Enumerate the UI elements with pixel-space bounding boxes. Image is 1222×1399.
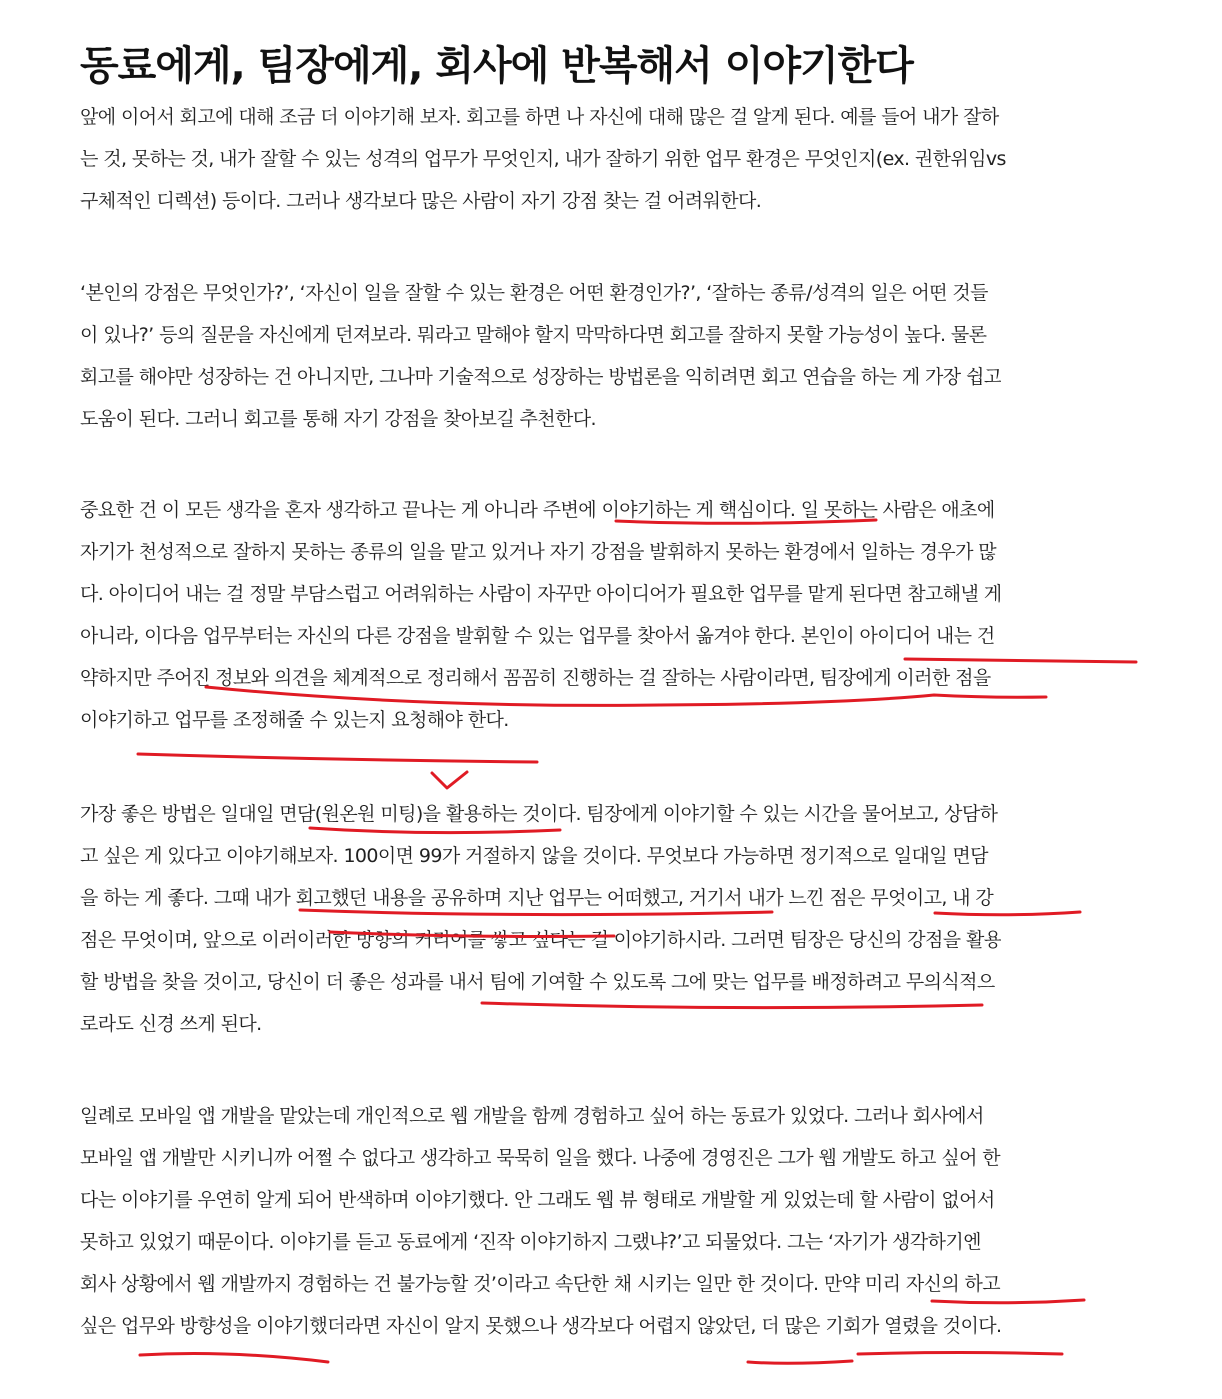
text-line: 앞에 이어서 회고에 대해 조금 더 이야기해 보자. 회고를 하면 나 자신에 대해 많은 걸 알게 된다. 예를 들어 내가 잘하 <box>80 106 999 128</box>
text-line: 가장 좋은 방법은 일대일 면담(원온원 미팅)을 활용하는 것이다. 팀장에게 이야기할 수 있는 시간을 물어보고, 상담하 <box>80 803 998 825</box>
text-line: 중요한 건 이 모든 생각을 혼자 생각하고 끝나는 게 아니라 주변에 이야기하는 게 핵심이다. 일 못하는 사람은 애초에 <box>80 499 995 521</box>
text-line: 일례로 모바일 앱 개발을 맡았는데 개인적으로 웹 개발을 함께 경험하고 싶어 하는 동료가 있었다. 그러나 회사에서 <box>80 1105 984 1127</box>
red-underline <box>138 754 537 762</box>
red-checkmark <box>432 772 467 788</box>
text-line: 할 방법을 찾을 것이고, 당신이 더 좋은 성과를 내서 팀에 기여할 수 있도록 그에 맞는 업무를 배정하려고 무의식적으 <box>80 971 995 993</box>
paragraph-4 <box>80 793 1001 1045</box>
paragraph-5 <box>80 1095 1001 1347</box>
red-underline <box>140 1354 328 1362</box>
text-line: 모바일 앱 개발만 시키니까 어쩔 수 없다고 생각하고 묵묵히 일을 했다. 나중에 경영진은 그가 웹 개발도 하고 싶어 한 <box>80 1147 1001 1169</box>
text-line: 이 있나?’ 등의 질문을 자신에게 던져보라. 뭐라고 말해야 할지 막막하다면 회고를 잘하지 못할 가능성이 높다. 물론 <box>80 324 987 346</box>
page-title: 동료에게, 팀장에게, 회사에 반복해서 이야기한다 <box>80 43 913 89</box>
text-line: 점은 무엇이며, 앞으로 이러이러한 방향의 커리어를 쌓고 싶다는 걸 이야기하시라. 그러면 팀장은 당신의 강점을 활용 <box>80 929 1002 951</box>
text-line: 자기가 천성적으로 잘하지 못하는 종류의 일을 맡고 있거나 자기 강점을 발휘하지 못하는 환경에서 일하는 경우가 많 <box>80 541 997 563</box>
red-underline <box>858 1353 1062 1355</box>
paragraph-2 <box>80 272 1001 440</box>
paragraph-1 <box>80 96 1006 222</box>
text-line: 아니라, 이다음 업무부터는 자신의 다른 강점을 발휘할 수 있는 업무를 찾아서 옮겨야 한다. 본인이 아이디어 내는 건 <box>80 625 995 647</box>
text-line: 싶은 업무와 방향성을 이야기했더라면 자신이 알지 못했으나 생각보다 어렵지 않았던, 더 많은 기회가 열렸을 것이다. <box>80 1315 1002 1337</box>
red-underline <box>748 1361 852 1363</box>
text-line: 는 것, 못하는 것, 내가 잘할 수 있는 성격의 업무가 무엇인지, 내가 잘하기 위한 업무 환경은 무엇인지(ex. 권한위임vs <box>80 148 1006 170</box>
text-line: 약하지만 주어진 정보와 의견을 체계적으로 정리해서 꼼꼼히 진행하는 걸 잘하는 사람이라면, 팀장에게 이러한 점을 <box>80 667 991 689</box>
text-line: 구체적인 디렉션) 등이다. 그러나 생각보다 많은 사람이 자기 강점 찾는 걸 어려워한다. <box>80 190 762 212</box>
paragraph-3 <box>80 489 1001 741</box>
text-line: 다는 이야기를 우연히 알게 되어 반색하며 이야기했다. 안 그래도 웹 뷰 형태로 개발할 게 있었는데 할 사람이 없어서 <box>80 1189 995 1211</box>
text-line: 회고를 해야만 성장하는 건 아니지만, 그나마 기술적으로 성장하는 방법론을 익히려면 회고 연습을 하는 게 가장 쉽고 <box>80 366 1002 388</box>
text-line: 다. 아이디어 내는 걸 정말 부담스럽고 어려워하는 사람이 자꾸만 아이디어가 필요한 업무를 맡게 된다면 참고해낼 게 <box>80 583 1002 605</box>
text-line: 로라도 신경 쓰게 된다. <box>80 1013 262 1035</box>
text-line: 고 싶은 게 있다고 이야기해보자. 100이면 99가 거절하지 않을 것이다. 무엇보다 가능하면 정기적으로 일대일 면담 <box>80 845 988 867</box>
text-line: 못하고 있었기 때문이다. 이야기를 듣고 동료에게 ‘진작 이야기하지 그랬냐?’고 되물었다. 그는 ‘자기가 생각하기엔 <box>80 1231 981 1253</box>
text-line: 이야기하고 업무를 조정해줄 수 있는지 요청해야 한다. <box>80 709 509 731</box>
text-line: 회사 상황에서 웹 개발까지 경험하는 건 불가능할 것’이라고 속단한 채 시키는 일만 한 것이다. 만약 미리 자신의 하고 <box>80 1273 1001 1295</box>
text-line: 을 하는 게 좋다. 그때 내가 회고했던 내용을 공유하며 지난 업무는 어떠했고, 거기서 내가 느낀 점은 무엇이고, 내 강 <box>80 887 994 909</box>
text-line: ‘본인의 강점은 무엇인가?’, ‘자신이 일을 잘할 수 있는 환경은 어떤 환경인가?’, ‘잘하는 종류/성격의 일은 어떤 것들 <box>80 282 988 304</box>
text-line: 도움이 된다. 그러니 회고를 통해 자기 강점을 찾아보길 추천한다. <box>80 408 597 430</box>
